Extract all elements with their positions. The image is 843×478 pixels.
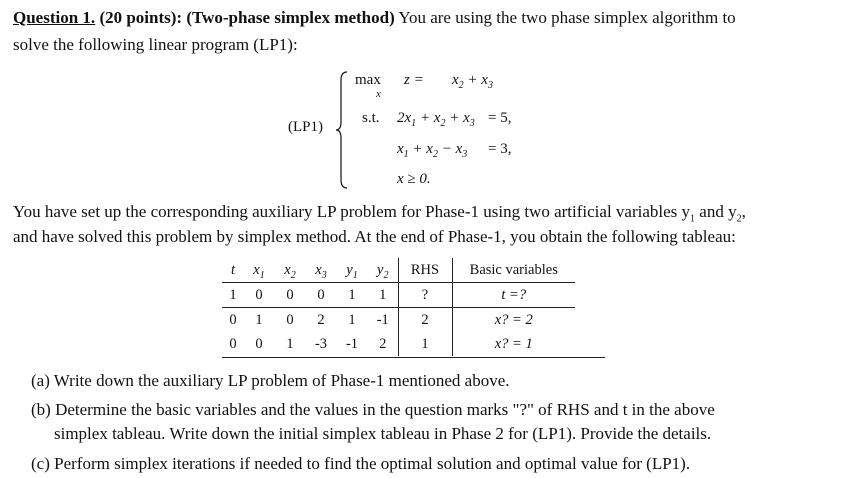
question-label: Question 1. bbox=[13, 8, 96, 27]
part-a: (a) Write down the auxiliary LP problem of Phase-1 mentioned above. bbox=[31, 371, 510, 390]
question-method: (Two-phase simplex method) bbox=[186, 8, 395, 27]
table-cell: x? = 1 bbox=[452, 332, 575, 356]
table-cell: 0 bbox=[306, 283, 336, 308]
table-cell: t =? bbox=[452, 283, 575, 308]
question-points: (20 points): bbox=[99, 8, 183, 27]
table-row bbox=[222, 308, 575, 333]
table-cell: 0 bbox=[274, 308, 306, 333]
table-cell: 2 bbox=[379, 335, 387, 352]
table-cell: 0 bbox=[255, 335, 263, 352]
header-y1: $y_1$ bbox=[346, 261, 358, 281]
table-cell: 1 bbox=[244, 308, 274, 333]
table-cell: 0 bbox=[244, 283, 274, 308]
table-cell: 1 bbox=[398, 332, 452, 356]
lp-constraint-1-lhs: $2x_1 + x_2 + x_3$ bbox=[397, 110, 475, 129]
header-rhs: RHS bbox=[398, 258, 452, 283]
table-cell: 1 bbox=[336, 308, 368, 333]
header-basic-variables: Basic variables bbox=[452, 258, 575, 283]
part-b-line-2: simplex tableau. Write down the initial simplex tableau in Phase 2 for (LP1). Provide the details. bbox=[54, 424, 712, 443]
part-b-line-1: (b) Determine the basic variables and the values in the question marks "?" of RHS and t in the above bbox=[31, 400, 715, 419]
lp-max-var: x bbox=[376, 88, 381, 100]
lp-z-eq: z = bbox=[404, 72, 424, 88]
table-cell: 2 bbox=[306, 308, 336, 333]
simplex-tableau bbox=[222, 258, 575, 356]
part-c: (c) Perform simplex iterations if needed to find the optimal solution and optimal value for (LP1). bbox=[31, 454, 691, 473]
lp-constraint-1-rhs: = 5, bbox=[488, 110, 512, 126]
table-cell: -1 bbox=[345, 335, 359, 352]
table-row bbox=[222, 332, 575, 356]
lp-objective: $x_2 + x_3$ bbox=[452, 72, 493, 91]
lp-max: max bbox=[355, 72, 381, 88]
lp-nonneg: x ≥ 0. bbox=[397, 171, 431, 187]
lp-st: s.t. bbox=[362, 110, 380, 126]
header-x3: $x_3$ bbox=[315, 261, 327, 281]
table-cell: 2 bbox=[398, 308, 452, 333]
table-cell: 1 bbox=[336, 283, 368, 308]
table-cell: ? bbox=[398, 283, 452, 308]
table-cell: -3 bbox=[314, 335, 328, 352]
header-y2: $y_2$ bbox=[377, 261, 389, 281]
header-t: t bbox=[230, 261, 236, 278]
lp-constraint-2-lhs: $x_1 + x_2 - x_3$ bbox=[397, 141, 468, 160]
paragraph-line-2: and have solved this problem by simplex method. At the end of Phase-1, you obtain the following tableau: bbox=[13, 227, 736, 246]
header-x1: $x_1$ bbox=[253, 261, 265, 281]
question-intro-2: solve the following linear program (LP1): bbox=[13, 35, 298, 54]
table-row bbox=[222, 283, 575, 308]
tableau-bottom-rule bbox=[222, 357, 605, 358]
table-cell: 0 bbox=[274, 283, 306, 308]
table-cell: -1 bbox=[368, 308, 398, 333]
table-cell: 1 bbox=[286, 335, 294, 352]
table-cell: x? = 2 bbox=[452, 308, 575, 333]
table-cell: 0 bbox=[229, 335, 237, 352]
table-cell: 0 bbox=[222, 308, 244, 333]
table-cell: 1 bbox=[368, 283, 398, 308]
lp-brace bbox=[335, 70, 351, 190]
tableau-header-row bbox=[222, 258, 575, 283]
lp-constraint-2-rhs: = 3, bbox=[488, 141, 512, 157]
paragraph-line-1: You have set up the corresponding auxiliary LP problem for Phase-1 using two artificial variables $y_1$ and $y_2$, bbox=[13, 202, 746, 225]
table-cell: 1 bbox=[222, 283, 244, 308]
question-intro-1: You are using the two phase simplex algorithm to bbox=[398, 8, 736, 27]
lp-name: (LP1) bbox=[288, 119, 323, 135]
header-x2: $x_2$ bbox=[284, 261, 296, 281]
question-heading bbox=[13, 8, 736, 28]
